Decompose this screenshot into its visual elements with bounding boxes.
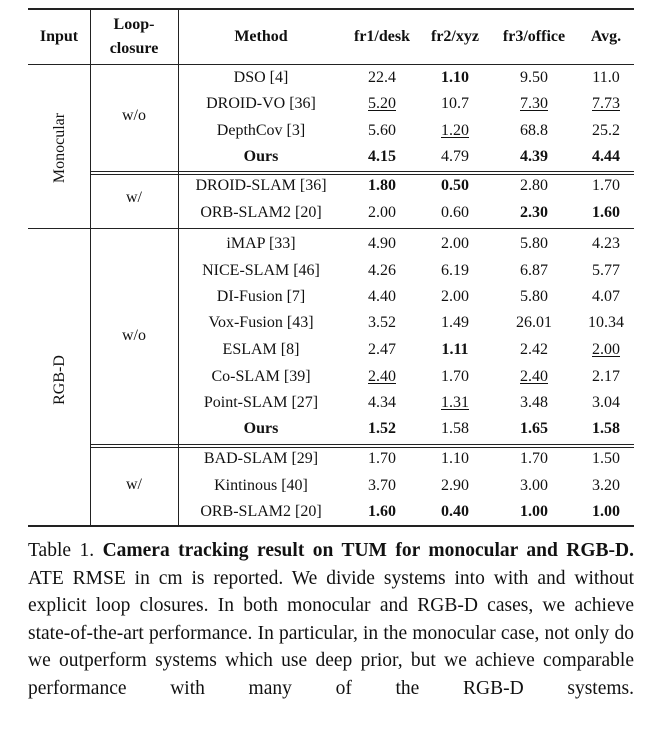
value-cell: 1.65 [520,420,548,437]
value-cell: 7.30 [520,95,548,112]
value-cell: 7.73 [592,95,620,112]
header-fr2-xyz: fr2/xyz [431,28,479,45]
value-cell: 1.60 [368,503,396,520]
method-cell: Co-SLAM [39] [211,368,311,385]
value-cell: 1.49 [441,314,469,331]
value-cell: 1.80 [368,177,396,194]
value-cell: 9.50 [520,69,548,86]
header-method: Method [234,28,288,45]
value-cell: 1.70 [592,177,620,194]
method-cell: Kintinous [40] [214,477,308,494]
value-cell: 2.47 [368,341,396,358]
method-cell: DROID-VO [36] [206,95,316,112]
value-cell: 4.07 [592,288,620,305]
value-cell: 4.23 [592,235,620,252]
group-divider-rule [28,228,634,229]
value-cell: 1.70 [368,450,396,467]
value-cell: 1.11 [441,341,469,358]
loop-label-monocular-with: w/ [126,189,142,206]
value-cell: 25.2 [592,122,620,139]
rgbd-loop-divider [90,444,634,448]
value-cell: 3.48 [520,394,548,411]
loop-label-rgbd-with: w/ [126,476,142,493]
value-cell: 2.00 [592,341,620,358]
value-cell: 1.10 [441,69,469,86]
table-caption [28,537,634,702]
value-cell: 1.10 [441,450,469,467]
value-cell: 3.52 [368,314,396,331]
value-cell: 1.58 [592,420,620,437]
value-cell: 5.80 [520,235,548,252]
table-top-rule [28,8,634,10]
method-cell: DROID-SLAM [36] [195,177,327,194]
header-fr3-office: fr3/office [502,28,566,45]
method-cell: DepthCov [3] [216,122,306,139]
method-cell: Ours [243,420,279,437]
header-rule [28,64,634,65]
value-cell: 0.60 [441,204,469,221]
value-cell: 1.00 [592,503,620,520]
value-cell: 11.0 [592,69,620,86]
value-cell: 1.31 [441,394,469,411]
value-cell: 68.8 [520,122,548,139]
value-cell: 4.34 [368,394,396,411]
value-cell: 0.40 [441,503,469,520]
value-cell: 2.00 [441,288,469,305]
value-cell: 1.70 [441,368,469,385]
value-cell: 4.40 [368,288,396,305]
value-cell: 4.90 [368,235,396,252]
input-column-rule [90,8,91,525]
value-cell: 26.01 [516,314,552,331]
value-cell: 5.80 [520,288,548,305]
value-cell: 3.70 [368,477,396,494]
method-cell: DSO [4] [233,69,289,86]
header-avg: Avg. [590,28,622,45]
value-cell: 1.50 [592,450,620,467]
value-cell: 2.17 [592,368,620,385]
value-cell: 1.20 [441,122,469,139]
method-cell: NICE-SLAM [46] [202,262,320,279]
loop-label-rgbd-without: w/o [122,327,146,344]
method-cell: Ours [243,148,279,165]
value-cell: 4.15 [368,148,396,165]
group-label-monocular: Monocular [51,112,68,184]
value-cell: 5.20 [368,95,396,112]
value-cell: 4.39 [520,148,548,165]
value-cell: 6.87 [520,262,548,279]
header-loop-line1: Loop- [113,16,155,33]
value-cell: 4.79 [441,148,469,165]
value-cell: 2.90 [441,477,469,494]
value-cell: 5.60 [368,122,396,139]
method-cell: iMAP [33] [226,235,296,252]
value-cell: 1.58 [441,420,469,437]
header-loop-line2: closure [109,40,159,57]
value-cell: 0.50 [441,177,469,194]
value-cell: 1.00 [520,503,548,520]
value-cell: 6.19 [441,262,469,279]
method-cell: DI-Fusion [7] [216,288,306,305]
caption-label: Table 1. [28,540,95,561]
value-cell: 3.04 [592,394,620,411]
caption-bold-title: Camera tracking result on TUM for monocular and RGB-D. [102,540,635,561]
method-cell: BAD-SLAM [29] [203,450,319,467]
monocular-loop-divider [90,171,634,175]
loop-label-monocular-without: w/o [122,107,146,124]
method-cell: ORB-SLAM2 [20] [200,204,322,221]
method-cell: ORB-SLAM2 [20] [200,503,322,520]
value-cell: 10.7 [441,95,469,112]
value-cell: 22.4 [368,69,396,86]
value-cell: 2.00 [441,235,469,252]
value-cell: 2.00 [368,204,396,221]
value-cell: 2.80 [520,177,548,194]
value-cell: 10.34 [588,314,624,331]
value-cell: 4.44 [592,148,620,165]
header-input: Input [39,28,79,45]
value-cell: 3.20 [592,477,620,494]
value-cell: 4.26 [368,262,396,279]
table-bottom-rule [28,525,634,527]
method-cell: ESLAM [8] [222,341,300,358]
header-fr1-desk: fr1/desk [354,28,410,45]
value-cell: 1.52 [368,420,396,437]
value-cell: 3.00 [520,477,548,494]
value-cell: 1.70 [520,450,548,467]
group-label-rgbd: RGB-D [51,355,68,405]
method-cell: Point-SLAM [27] [203,394,319,411]
value-cell: 2.40 [520,368,548,385]
value-cell: 2.42 [520,341,548,358]
value-cell: 2.40 [368,368,396,385]
value-cell: 1.60 [592,204,620,221]
caption-body: ATE RMSE in cm is reported. We divide systems into with and without explicit loop closures. In both monocular and RGB-D cases, we achieve state-of-the-art performance. In particular, in the monocular case, not only do we outperform systems which use deep prior, but we achieve comparable performance with many of the RGB-D systems. [28,567,634,699]
value-cell: 2.30 [520,204,548,221]
value-cell: 5.77 [592,262,620,279]
method-cell: Vox-Fusion [43] [208,314,314,331]
